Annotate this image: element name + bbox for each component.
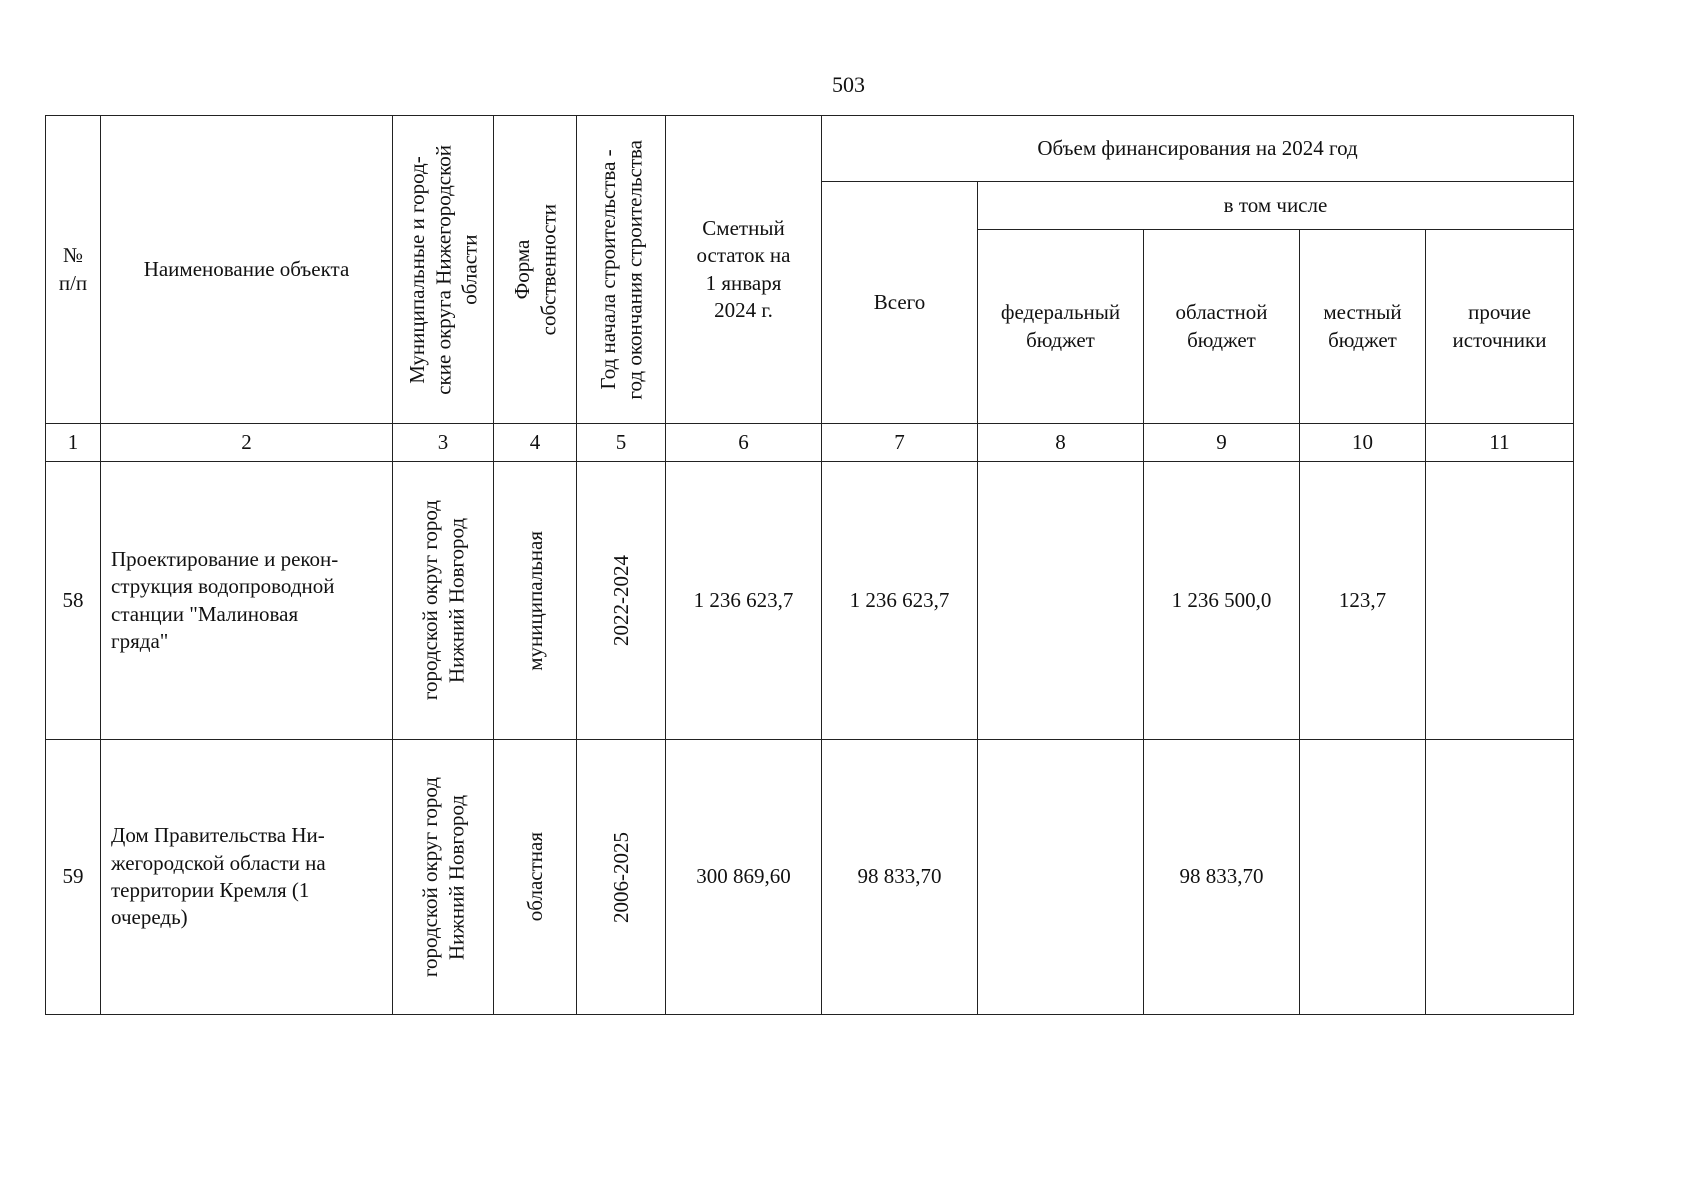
column-number: 8	[978, 424, 1144, 462]
column-number: 11	[1426, 424, 1574, 462]
header-regional-budget: областной бюджет	[1144, 230, 1300, 424]
header-financing-volume: Объем финансирования на 2024 год	[822, 116, 1574, 182]
column-number: 1	[46, 424, 101, 462]
header-local-budget: местный бюджет	[1300, 230, 1426, 424]
regional-budget: 98 833,70	[1144, 740, 1300, 1015]
header-num: № п/п	[46, 116, 101, 424]
total-amount: 1 236 623,7	[822, 462, 978, 740]
total-amount: 98 833,70	[822, 740, 978, 1015]
construction-years: 2022-2024	[577, 462, 666, 740]
column-number: 4	[494, 424, 577, 462]
header-object-name: Наименование объекта	[101, 116, 393, 424]
estimate-balance: 300 869,60	[666, 740, 822, 1015]
ownership-form: муниципальная	[494, 462, 577, 740]
header-estimate-balance: Сметный остаток на 1 января 2024 г.	[666, 116, 822, 424]
table-row	[46, 462, 1574, 740]
column-number: 10	[1300, 424, 1426, 462]
header-construction-years: Год начала строительства - год окончания строительства	[577, 116, 666, 424]
federal-budget	[978, 740, 1144, 1015]
header-federal-budget: федеральный бюджет	[978, 230, 1144, 424]
ownership-form: областная	[494, 740, 577, 1015]
column-number-row	[46, 424, 1574, 462]
column-number: 7	[822, 424, 978, 462]
page-number: 503	[832, 72, 865, 97]
column-number: 3	[393, 424, 494, 462]
header-other-sources: прочие источники	[1426, 230, 1574, 424]
header-total: Всего	[822, 182, 978, 424]
header-including: в том числе	[978, 182, 1574, 230]
other-sources	[1426, 740, 1574, 1015]
municipal-district: городской округ город Нижний Новгород	[393, 740, 494, 1015]
column-number: 6	[666, 424, 822, 462]
federal-budget	[978, 462, 1144, 740]
column-number: 5	[577, 424, 666, 462]
other-sources	[1426, 462, 1574, 740]
object-name: Дом Правительства Ни- жегородской области на территории Кремля (1 очередь)	[101, 740, 393, 1015]
header-ownership-form: Форма собственности	[494, 116, 577, 424]
row-num: 58	[46, 462, 101, 740]
municipal-district: городской округ город Нижний Новгород	[393, 462, 494, 740]
local-budget: 123,7	[1300, 462, 1426, 740]
local-budget	[1300, 740, 1426, 1015]
financing-table	[45, 115, 1574, 1015]
construction-years: 2006-2025	[577, 740, 666, 1015]
column-number: 2	[101, 424, 393, 462]
estimate-balance: 1 236 623,7	[666, 462, 822, 740]
header-row-1	[46, 116, 1574, 182]
row-num: 59	[46, 740, 101, 1015]
regional-budget: 1 236 500,0	[1144, 462, 1300, 740]
object-name: Проектирование и рекон- струкция водопроводной станции "Малиновая гряда"	[101, 462, 393, 740]
header-municipal-districts: Муниципальные и город- ские округа Нижегородской области	[393, 116, 494, 424]
table-row	[46, 740, 1574, 1015]
column-number: 9	[1144, 424, 1300, 462]
